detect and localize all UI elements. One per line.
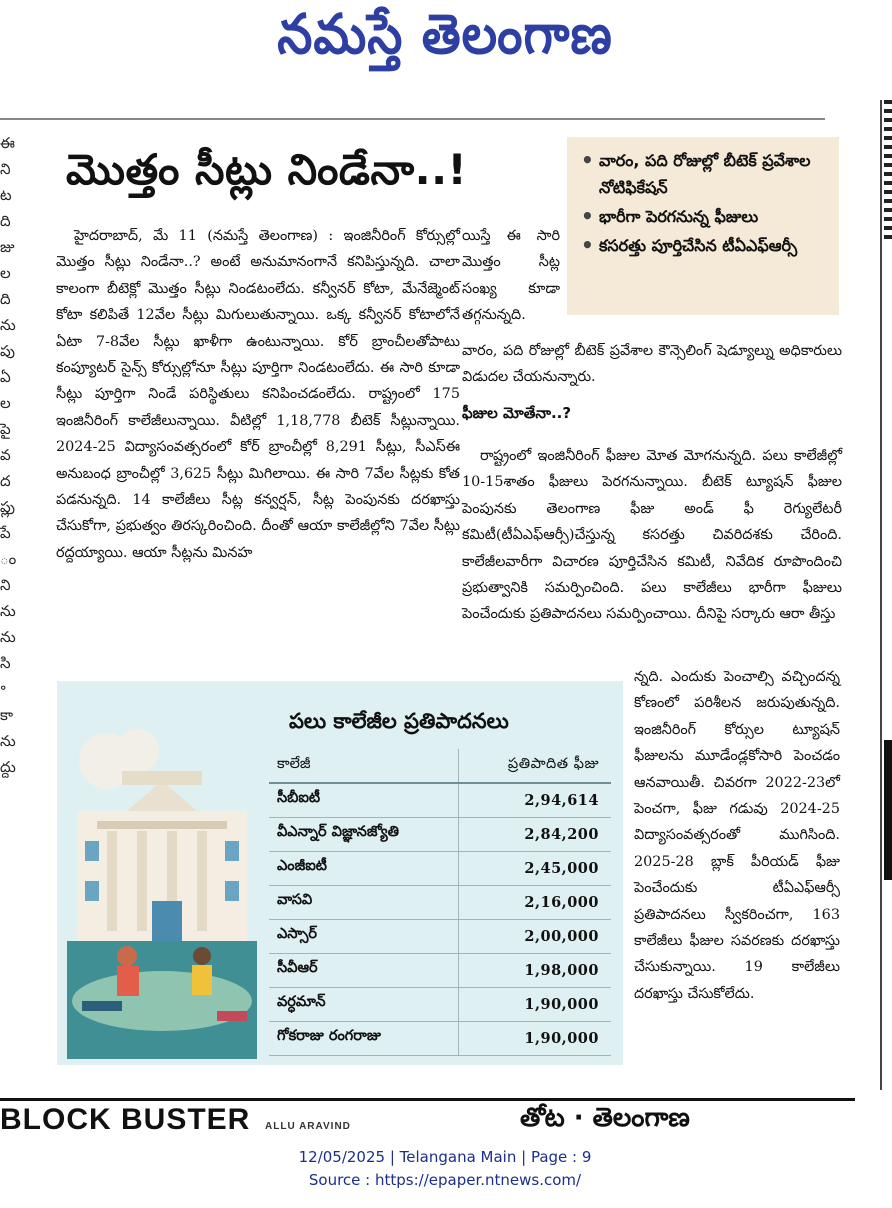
fragment-text: ని [0,576,11,594]
table-row [269,919,611,953]
fragment-text: ను [0,628,16,646]
article-headline: మొత్తం సీట్లు నిండేనా..! [66,145,468,194]
table-row [269,783,611,817]
table-row [269,851,611,885]
fragment-text: ఏ [0,368,11,386]
fragment-text: పు [0,342,15,360]
fragment-text: జు [0,238,15,256]
fragment-text: ప్లు [0,498,15,516]
edition-info: 12/05/2025 | Telangana Main | Page : 9 [298,1148,592,1166]
table-row [269,987,611,1021]
fragment-text: ను [0,732,16,750]
fragment-text: ం [0,550,17,568]
ad-right-text: తోట · తెలంగాణ [520,1103,690,1133]
article-paragraph: రాష్ట్రంలో ఇంజినీరింగ్ ఫీజుల మోత మోగనున్నది. పలు కాలేజీల్లో 10-15శాతం ఫీజులు పెరగనున్నాయి. బీటెక్ ట్యూషన్ ఫీజుల పెంపునకు తెలంగాణ ఫీజు అండ్ ఫీ రెగ్యులేటరీ కమిటీ(టీఏఎఫ్ఆర్సీ)చేస్తున్న కసరత్తు చివరిదశకు చేరింది. కాలేజీలవారీగా విచారణ పూర్తిచేసిన కమిటీ, నివేదిక రూపొందించి ప్రభుత్వానికి సమర్పించింది. పలు కాలేజీలు భారీగా ఫీజులు పెంచేందుకు ప్రతిపాదనలు సమర్పించాయి. దీనిపై సర్కారు ఆరా తీస్తు [462,448,842,623]
article-column-left [56,223,460,566]
article-column-mid [462,223,560,329]
highlight-item: • వారం, పది రోజుల్లో బీటెక్ ప్రవేశాల నోటిఫికేషన్ [579,147,829,201]
article-column-right-b [462,443,842,628]
table-row [269,885,611,919]
proposed-fee: 1,90,000 [458,1021,611,1055]
fragment-text: ది [0,212,11,230]
newspaper-logo: నమస్తే తెలంగాణ [277,2,613,67]
article-paragraph: యిస్తే ఈ సారి మొత్తం సీట్ల సంఖ్య కూడా తగ్గనున్నది. [462,228,560,324]
proposed-fee: 1,98,000 [458,953,611,987]
proposed-fee: 2,94,614 [458,783,611,817]
fees-infographic [57,681,623,1065]
fragment-text: ల [0,264,11,282]
proposed-fee: 2,84,200 [458,817,611,851]
fragment-text: సి [0,654,11,672]
college-name: వీఎన్నార్ విజ్ఞానజ్యోతి [269,817,458,851]
page-footer [0,1146,890,1192]
fragment-text: ను [0,316,16,334]
fragment-text: ని [0,160,11,178]
adjacent-column-fragment [0,130,17,1090]
column-header-fee: ప్రతిపాదిత ఫీజు [458,749,611,783]
fragment-text: పై [0,420,11,438]
fragment-text: ల [0,394,11,412]
advertisement-strip [0,1098,855,1136]
fragment-text: వ [0,446,11,464]
proposed-fee: 2,00,000 [458,919,611,953]
highlights-box [567,137,839,315]
college-name: ఎస్సార్ [269,919,458,953]
table-row [269,1021,611,1055]
masthead [0,0,890,84]
article-paragraph: హైదరాబాద్, మే 11 (నమస్తే తెలంగాణ) : ఇంజినీరింగ్ కోర్సుల్లో మొత్తం సీట్లు నిండేనా..? అంటే అనుమానంగానే కనిపిస్తున్నది. చాలా కాలంగా బీటెక్లో మొత్తం సీట్లు నిండటంలేదు. కన్వీనర్ కోటా, మేనేజ్మెంట్ కోటా కలిపితే 12వేల సీట్లు మిగులుతున్నాయి. ఒక్క కన్వీనర్ కోటాలోనే ఏటా 7-8వేల సీట్లు ఖాళీగా ఉంటున్నాయి. కోర్ బ్రాంచీలతోపాటు కంప్యూటర్ సైన్స్ కోర్సుల్లోనూ సీట్లు పూర్తిగా నిండటంలేదు. ఈ సారి కూడా సీట్లు పూర్తిగా నిండే పరిస్థితులు కనిపించడంలేదు. రాష్ట్రంలో 175 ఇంజినీరింగ్ కాలేజీలున్నాయి. వీటిల్లో 1,18,778 బీటెక్ సీట్లున్నాయి. 2024-25 విద్యాసంవత్సరంలో కోర్ బ్రాంచీల్లో 8,291 సీట్లు, సీఎస్ఈ అనుబంధ బ్రాంచీల్లో 3,625 సీట్లు మిగిలాయి. ఈ సారి 7వేల సీట్లకు కోత పడనున్నది. 14 కాలేజీలు సీట్ల కన్వర్షన్, సీట్ల పెంపునకు దరఖాస్తు చేసుకోగా, ప్రభుత్వం తిరస్కరించింది. దీంతో ఆయా కాలేజీల్లోని 7వేల సీట్లు రద్దయ్యాయి. ఆయా సీట్లను మినహ [56,228,460,561]
article-subheading: ఫీజుల మోతేనా..? [462,404,572,422]
fragment-text: ద్దు [0,758,16,776]
proposed-fee: 2,16,000 [458,885,611,919]
fees-table-title: పలు కాలేజీల ప్రతిపాదనలు [289,709,509,733]
fragment-text: ట [0,186,12,204]
top-divider [0,118,825,120]
source-link[interactable]: Source : https://epaper.ntnews.com/ [308,1171,582,1189]
article-column-right-c [634,664,840,1007]
college-name: గోకరాజు రంగరాజు [269,1021,458,1055]
fragment-text: ద [0,472,11,490]
college-name: సీవీఆర్ [269,953,458,987]
college-name: సీబీఐటీ [269,783,458,817]
adjacent-page-edge [880,100,890,1090]
table-header-row [269,749,611,783]
fragment-text: కా [0,706,14,724]
highlight-item: • కసరత్తు పూర్తిచేసిన టీఏఎఫ్ఆర్సీ [579,232,829,259]
college-name: ఎంజీఐటీ [269,851,458,885]
highlight-item: • భారీగా పెరగనున్న ఫీజులు [579,203,829,230]
ad-credit: ALLU ARAVIND [265,1121,351,1132]
article-column-right-a [462,338,842,391]
proposed-fee: 2,45,000 [458,851,611,885]
article-paragraph: వారం, పది రోజుల్లో బీటెక్ ప్రవేశాల కౌన్సెలింగ్ షెడ్యూల్ను అధికారులు విడుదల చేయనున్నారు. [462,343,842,386]
ad-headline: BLOCK BUSTER [0,1103,251,1136]
edge-block-top [884,100,892,240]
article-paragraph: న్నది. ఎందుకు పెంచాల్సి వచ్చిందన్న కోణంలో పరిశీలన జరుపుతున్నది. ఇంజినీరింగ్ కోర్సుల ట్యూషన్ ఫీజులను మూడేండ్లకోసారి పెంచడం ఆనవాయితీ. చివరగా 2022-23లో పెంచగా, ఫీజు గడువు 2024-25 విద్యాసంవత్సరంతో ముగిసింది. 2025-28 బ్లాక్ పీరియడ్ ఫీజు పెంచేందుకు టీఏఎఫ్ఆర్సీ ప్రతిపాదనలు స్వీకరించగా, 163 కాలేజీలు ఫీజుల సవరణకు దరఖాస్తు చేసుకున్నాయి. 19 కాలేజీలు దరఖాస్తు చేసుకోలేదు. [634,669,840,1002]
edge-block-bottom [884,740,892,880]
fragment-text: పే [0,524,11,542]
table-row [269,817,611,851]
fragment-text: ॰ [0,680,7,698]
table-row [269,953,611,987]
fragment-text: ది [0,290,11,308]
college-name: వర్ధమాన్ [269,987,458,1021]
fees-table-container [269,701,611,1056]
proposed-fee: 1,90,000 [458,987,611,1021]
fragment-text: ఈ [0,134,15,152]
college-name: వాసవి [269,885,458,919]
fees-table [269,749,611,1056]
college-building-illustration [67,701,257,1059]
fragment-text: ను [0,602,16,620]
column-header-college: కాలేజీ [269,749,458,783]
